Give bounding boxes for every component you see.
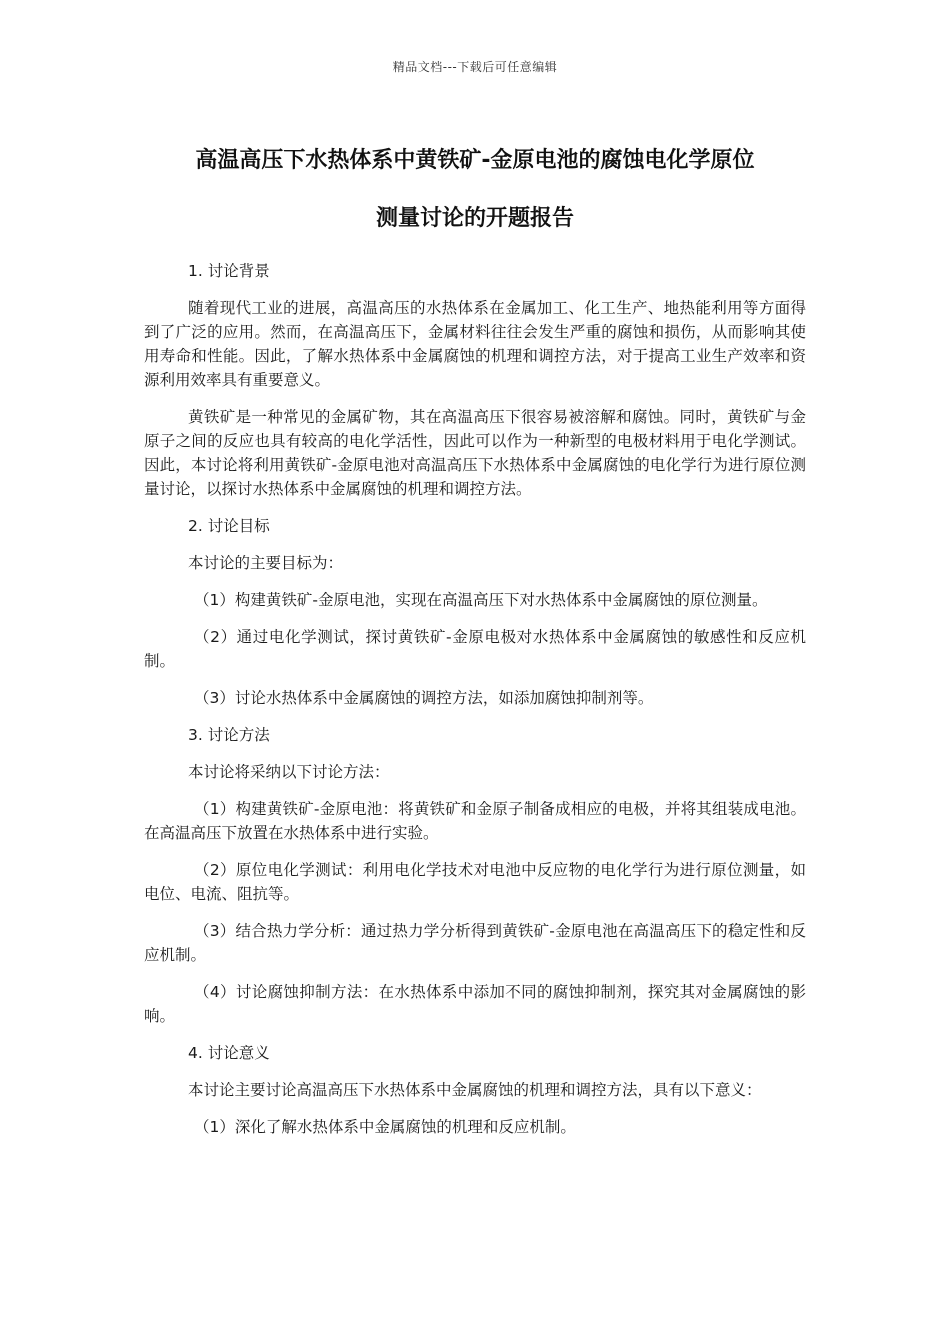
paragraph: 本讨论的主要目标为： — [188, 554, 344, 572]
paragraph: 本讨论主要讨论高温高压下水热体系中金属腐蚀的机理和调控方法，具有以下意义： — [188, 1081, 762, 1099]
list-item: （3）讨论水热体系中金属腐蚀的调控方法，如添加腐蚀抑制剂等。 — [194, 689, 654, 707]
list-item: （1）构建黄铁矿-金原电池，实现在高温高压下对水热体系中金属腐蚀的原位测量。 — [194, 591, 768, 609]
paragraph: 黄铁矿是一种常见的金属矿物，其在高温高压下很容易被溶解和腐蚀。同时，黄铁矿与金原子之间的反应也具有较高的电化学活性，因此可以作为一种新型的电极材料用于电化学测试。因此，本讨论将利用黄铁矿-金原电池对高温高压下水热体系中金属腐蚀的电化学行为进行原位测量讨论，以探讨水热体系中金属腐蚀的机理和调控方法。 — [144, 408, 806, 498]
document-title — [120, 132, 830, 248]
document-body — [144, 259, 806, 1152]
list-item: （3）结合热力学分析：通过热力学分析得到黄铁矿-金原电池在高温高压下的稳定性和反应机制。 — [144, 922, 806, 964]
list-item: （4）讨论腐蚀抑制方法：在水热体系中添加不同的腐蚀抑制剂，探究其对金属腐蚀的影响。 — [144, 983, 806, 1025]
section-heading-methods: 3. 讨论方法 — [188, 726, 270, 744]
paragraph: 随着现代工业的进展，高温高压的水热体系在金属加工、化工生产、地热能利用等方面得到了广泛的应用。然而，在高温高压下，金属材料往往会发生严重的腐蚀和损伤，从而影响其使用寿命和性能。因此，了解水热体系中金属腐蚀的机理和调控方法，对于提高工业生产效率和资源利用效率具有重要意义。 — [144, 299, 806, 389]
paragraph: 本讨论将采纳以下讨论方法： — [188, 763, 390, 781]
list-item: （2）原位电化学测试：利用电化学技术对电池中反应物的电化学行为进行原位测量，如电位、电流、阻抗等。 — [144, 861, 806, 903]
header-note: 精品文档---下载后可任意编辑 — [392, 60, 558, 74]
list-item: （1）深化了解水热体系中金属腐蚀的机理和反应机制。 — [194, 1118, 576, 1136]
section-heading-goals: 2. 讨论目标 — [188, 517, 270, 535]
list-item: （1）构建黄铁矿-金原电池：将黄铁矿和金原子制备成相应的电极，并将其组装成电池。在高温高压下放置在水热体系中进行实验。 — [144, 800, 806, 842]
section-heading-background: 1. 讨论背景 — [188, 262, 270, 280]
section-heading-significance: 4. 讨论意义 — [188, 1044, 270, 1062]
title-line-1: 高温高压下水热体系中黄铁矿-金原电池的腐蚀电化学原位 — [195, 148, 755, 173]
list-item: （2）通过电化学测试，探讨黄铁矿-金原电极对水热体系中金属腐蚀的敏感性和反应机制。 — [144, 628, 806, 670]
title-line-2: 测量讨论的开题报告 — [375, 206, 574, 231]
